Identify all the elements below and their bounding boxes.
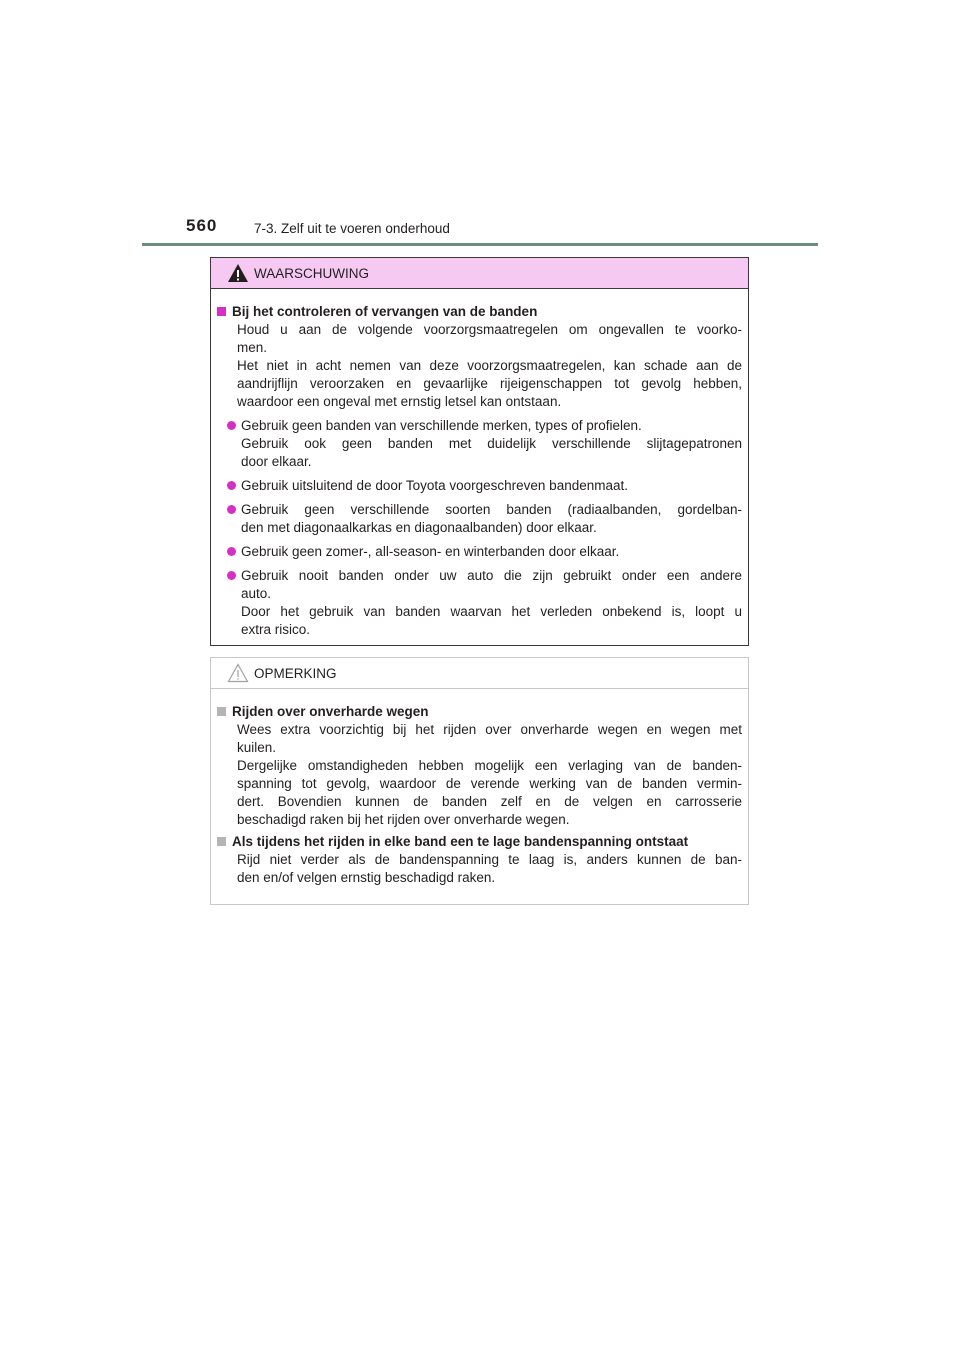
text-line: Wees extra voorzichtig bij het rijden over onverharde wegen en wegen met [237, 722, 742, 737]
text-line: Gebruik nooit banden onder uw auto die zijn gebruikt onder een andere [241, 568, 742, 583]
list-item [217, 543, 742, 561]
list-item [217, 417, 742, 471]
section-title: 7-3. Zelf uit te voeren onderhoud [254, 221, 450, 236]
warning-heading: Bij het controleren of vervangen van de banden [232, 304, 538, 319]
text-line: door elkaar. [241, 454, 312, 469]
warning-header [211, 258, 748, 289]
square-bullet-icon [217, 307, 226, 316]
warning-intro [217, 321, 742, 411]
warning-body [211, 289, 748, 639]
circle-bullet-icon [227, 481, 236, 490]
notice-section [217, 703, 742, 829]
notice-body [211, 689, 748, 887]
text-line: beschadigd raken bij het rijden over onverharde wegen. [237, 812, 570, 827]
text-line: Het niet in acht nemen van deze voorzorgsmaatregelen, kan schade aan de [237, 358, 742, 373]
text-line: men. [237, 340, 268, 355]
notice-box [210, 657, 749, 905]
text-line: Door het gebruik van banden waarvan het verleden onbekend is, loopt u [241, 604, 742, 619]
text-line: extra risico. [241, 622, 311, 637]
text-line: Rijd niet verder als de bandenspanning te laag is, anders kunnen de ban- [237, 852, 742, 867]
text-line: waardoor een ongeval met ernstig letsel kan ontstaan. [237, 394, 562, 409]
warning-title: WAARSCHUWING [254, 266, 369, 281]
text-line: aandrijflijn veroorzaken en gevaarlijke rijeigenschappen tot gevolg hebben, [237, 376, 742, 391]
list-item [217, 501, 742, 537]
square-bullet-icon [217, 837, 226, 846]
text-line: Houd u aan de volgende voorzorgsmaatregelen om ongevallen te voorko- [237, 322, 742, 337]
notice-heading: Rijden over onverharde wegen [232, 704, 429, 719]
circle-bullet-icon [227, 421, 236, 430]
page-number: 560 [186, 216, 218, 235]
text-line: Dergelijke omstandigheden hebben mogelijk een verlaging van de banden- [237, 758, 742, 773]
square-bullet-icon [217, 707, 226, 716]
warning-box [210, 257, 749, 646]
notice-header [211, 658, 748, 689]
warning-section [217, 303, 742, 639]
text-line: spanning tot gevolg, waardoor de verende werking van de banden vermin- [237, 776, 742, 791]
text-line: Gebruik ook geen banden met duidelijk verschillende slijtagepatronen [241, 436, 742, 451]
text-line: Gebruik uitsluitend de door Toyota voorgeschreven bandenmaat. [241, 478, 628, 493]
text-line: den en/of velgen ernstig beschadigd raken. [237, 870, 496, 885]
warning-triangle-icon [227, 263, 249, 283]
text-line: dert. Bovendien kunnen de banden zelf en de velgen en carrosserie [237, 794, 742, 809]
text-line: kuilen. [237, 740, 277, 755]
circle-bullet-icon [227, 505, 236, 514]
text-line: den met diagonaalkarkas en diagonaalbanden) door elkaar. [241, 520, 597, 535]
text-line: Gebruik geen banden van verschillende merken, types of profielen. [241, 418, 642, 433]
circle-bullet-icon [227, 571, 236, 580]
text-line: auto. [241, 586, 272, 601]
header-rule [142, 243, 818, 246]
list-item [217, 477, 742, 495]
text-line: Gebruik geen verschillende soorten banden (radiaalbanden, gordelban- [241, 502, 742, 517]
notice-section [217, 833, 742, 887]
caution-triangle-icon [227, 663, 249, 683]
notice-heading: Als tijdens het rijden in elke band een te lage bandenspanning ontstaat [232, 834, 689, 849]
circle-bullet-icon [227, 547, 236, 556]
page-header [186, 216, 826, 246]
text-line: Gebruik geen zomer-, all-season- en winterbanden door elkaar. [241, 544, 620, 559]
list-item [217, 567, 742, 639]
notice-title: OPMERKING [254, 666, 337, 681]
